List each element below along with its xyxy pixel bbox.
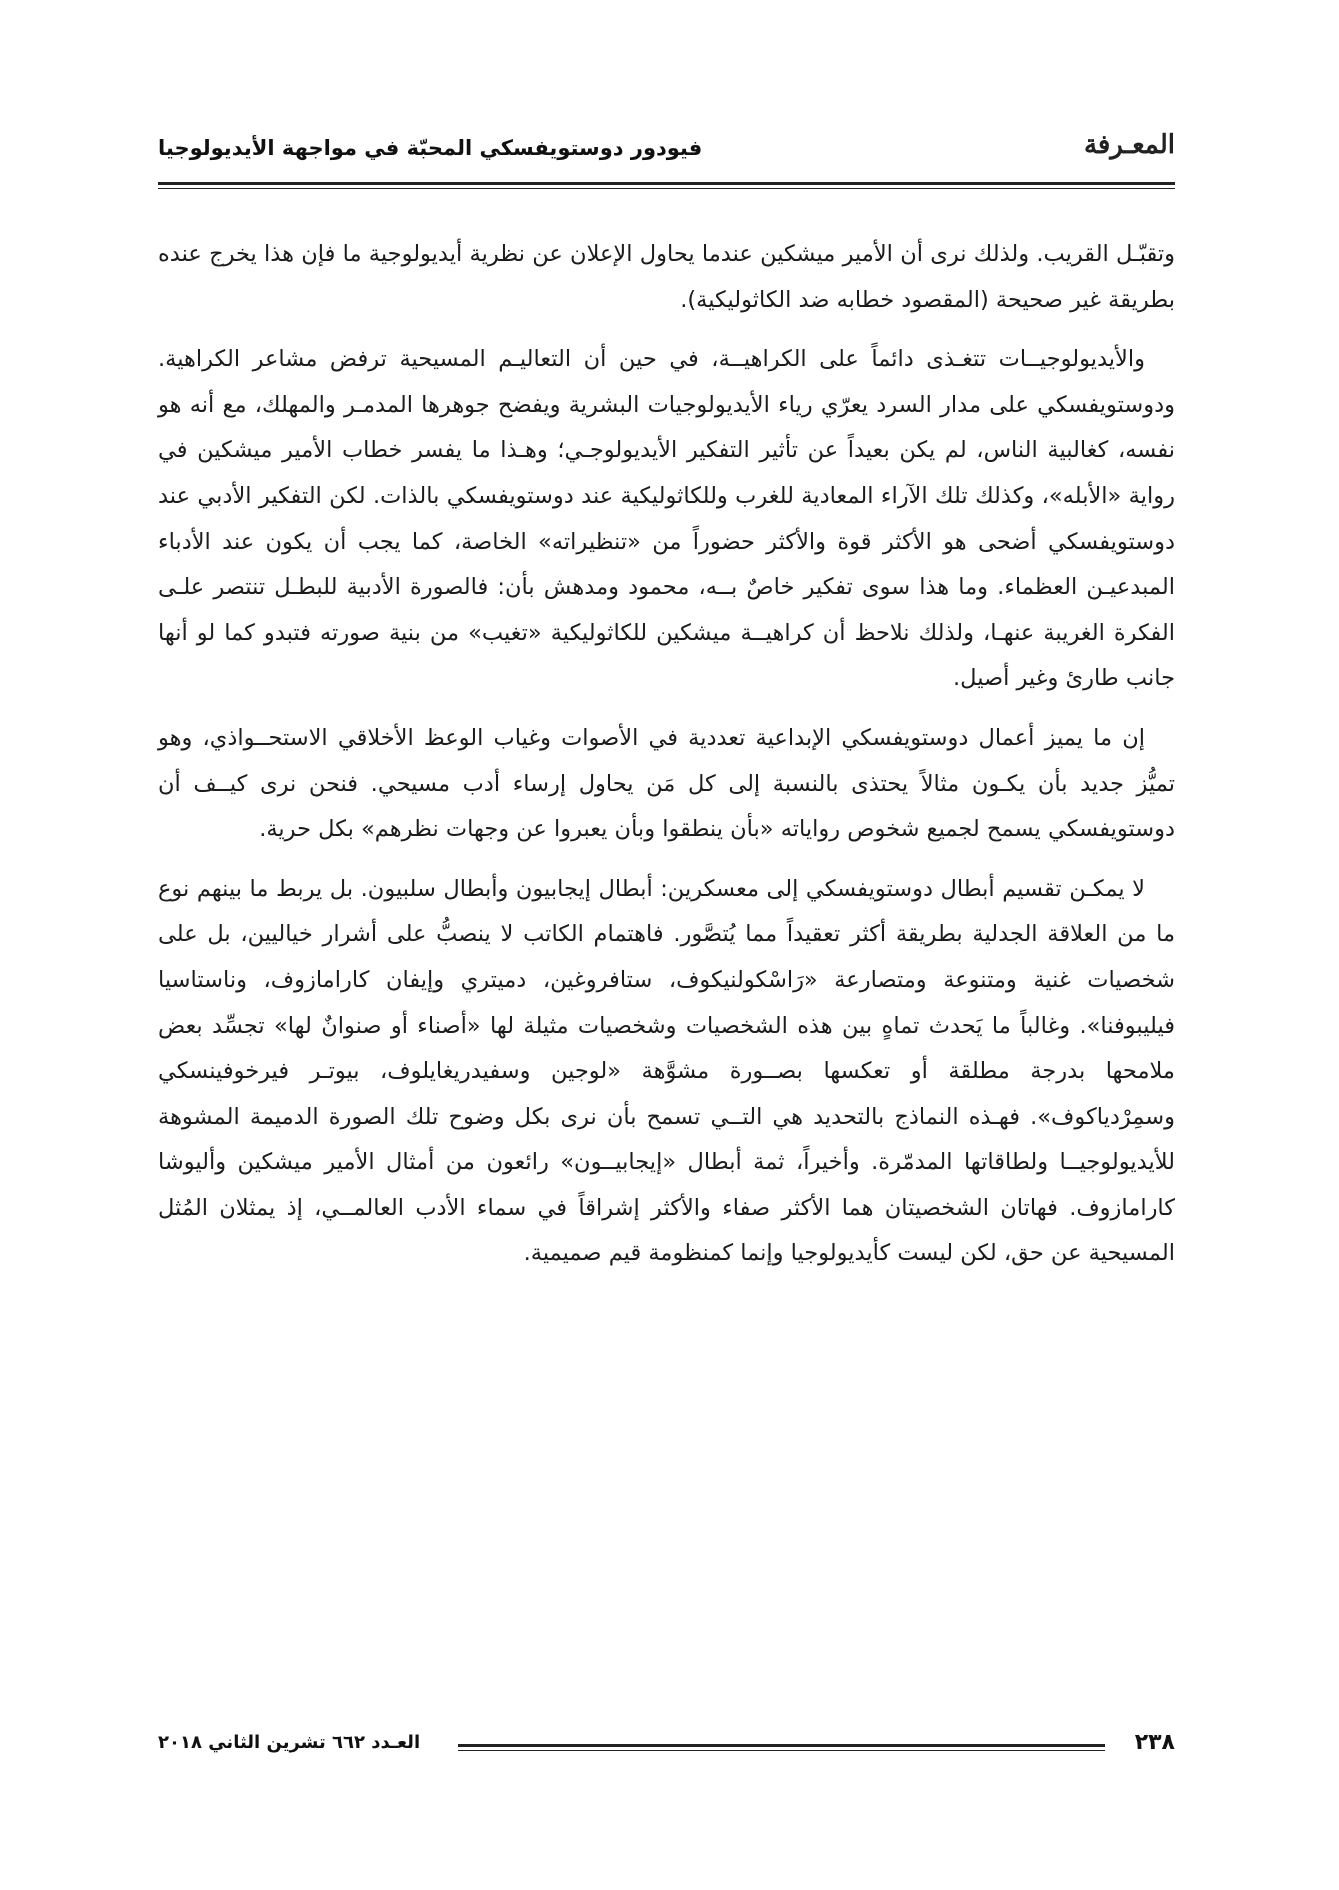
paragraph: لا يمكـن تقسيم أبطال دوستويفسكي إلى معسكرين: أبطال إيجابيون وأبطال سلبيون. بل يربط ما بينهم نوع ما من العلاقة الجدلية بطريقة أكثر تعقيداً مما يُتصَّور. فاهتمام الكاتب لا ينصبُّ على أشرار خياليين، بل على شخصيات غنية ومتنوعة ومتصارعة «رَاسْكولنيكوف، ستافروغين، دميتري وإيفان كارامازوف، وناستاسيا فيليبوفنا». وغالباً ما يَحدث تماهٍ بين هذه الشخصيات وشخصيات مثيلة لها «أصناء أو صنوانٌ لها» تجسِّد بعض ملامحها بدرجة مطلقة أو تعكسها بصــورة مشوَّهة «لوجين وسفيدريغايلوف، بيوتـر فيرخوفينسكي وسمِرْدياكوف». فهـذه النماذج بالتحديد هي التــي تسمح بأن نرى بكل وضوح تلك الصورة الدميمة المشوهة للأيديولوجيــا ولطاقاتها المدمّرة. وأخيراً، ثمة أبطال «إيجابيــون» رائعون من أمثال الأمير ميشكين وأليوشا كارامازوف. فهاتان الشخصيتان هما الأكثر صفاء والأكثر إشراقاً في سماء الأدب العالمــي، إذ يمثلان المُثل المسيحية عن حق، لكن ليست كأيديولوجيا وإنما كمنظومة قيم صميمية. (158, 875, 1175, 1267)
footer-rule (458, 1744, 1105, 1747)
header-rule-thin (158, 188, 1175, 189)
issue-info: العـدد ٦٦٢ تشرين الثاني ٢٠١٨ (158, 1732, 421, 1753)
paragraph: والأيديولوجيــات تتغـذى دائماً على الكراهيــة، في حين أن التعاليـم المسيحية ترفض مشاعر الكراهية. ودوستويفسكي على مدار السرد يعرّي رياء الأيديولوجيات البشرية ويفضح جوهرها المدمـر والمهلك، مع أنه هو نفسه، كغالبية الناس، لم يكن بعيداً عن تأثير التفكير الأيديولوجـي؛ وهـذا ما يفسر خطاب الأمير ميشكين في رواية «الأبله»، وكذلك تلك الآراء المعادية للغرب وللكاثوليكية عند دوستويفسكي بالذات. لكن التفكير الأدبي عند دوستويفسكي أضحى هو الأكثر قوة والأكثر حضوراً من «تنظيراته» الخاصة، كما يجب أن يكون عند الأدباء المبدعيـن العظماء. وما هذا سوى تفكير خاصٌ بــه، محمود ومدهش بأن: فالصورة الأدبية للبطـل تنتصر علـى الفكرة الغريبة عنهـا، ولذلك نلاحظ أن كراهيــة ميشكين للكاثوليكية «تغيب» من بنية صورته فتبدو كما لو أنها جانب طارئ وغير أصيل. (158, 346, 1175, 692)
footer-rule-thin (458, 1750, 1105, 1751)
paragraph: إن ما يميز أعمال دوستويفسكي الإبداعية تعددية في الأصوات وغياب الوعظ الأخلاقي الاستحــواذي، وهو تميُّز جديد بأن يكـون مثالاً يحتذى بالنسبة إلى كل مَن يحاول إرساء أدب مسيحي. فنحن نرى كيــف أن دوستويفسكي يسمح لجميع شخوص رواياته «بأن ينطقوا وبأن يعبروا عن وجهات نظرهم» بكل حرية. (158, 724, 1175, 843)
paragraph: وتقبّـل القريب. ولذلك نرى أن الأمير ميشكين عندما يحاول الإعلان عن نظرية أيديولوجية ما فإن هذا يخرج عنده بطريقة غير صحيحة (المقصود خطابه ضد الكاثوليكية). (158, 241, 1175, 313)
page-number: ٢٣٨ (1134, 1730, 1175, 1755)
header-rule (158, 182, 1175, 185)
running-title: فيودور دوستويفسكي المحبّة في مواجهة الأيديولوجيا (158, 136, 703, 160)
magazine-logo: المعـرفة (1083, 130, 1175, 160)
page-footer (158, 1730, 1175, 1766)
page-header (158, 128, 1175, 176)
article-body (158, 232, 1175, 1291)
